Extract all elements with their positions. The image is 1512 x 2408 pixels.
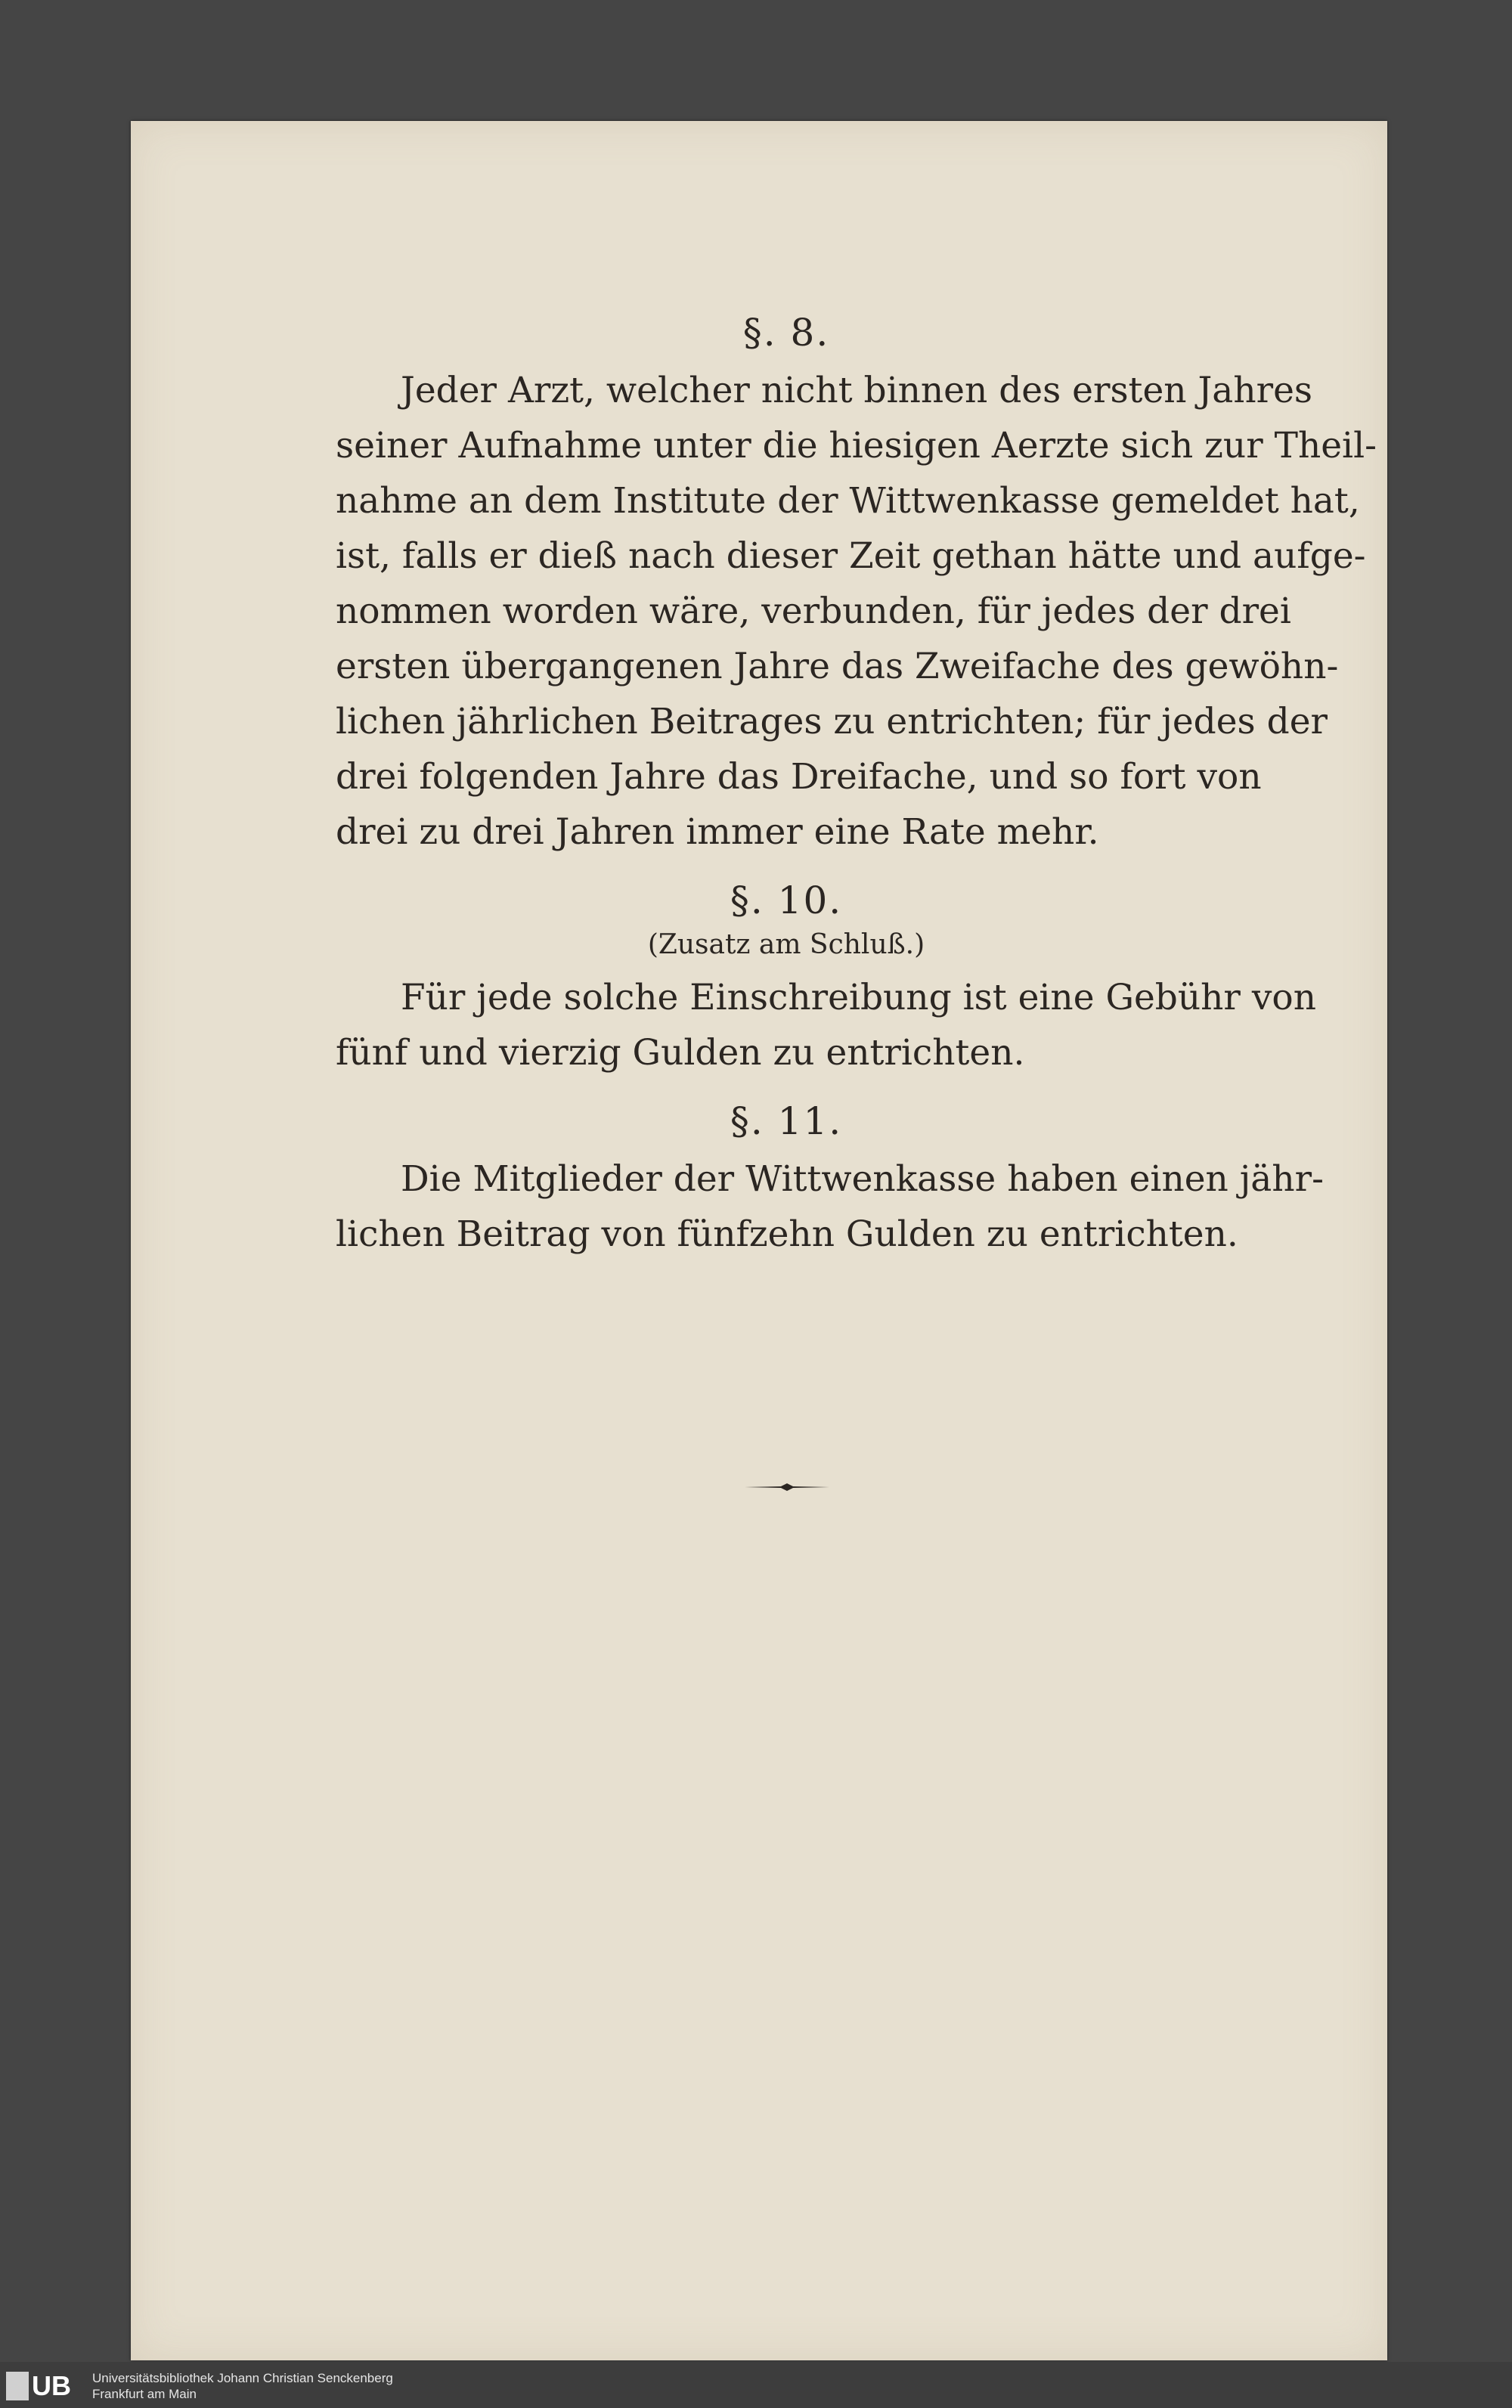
section-10-paragraph	[336, 970, 1316, 1080]
section-10-heading: §. 10.	[730, 879, 843, 922]
document-body	[336, 310, 1377, 1262]
paragraph-line: drei zu drei Jahren immer eine Rate mehr.	[336, 811, 1099, 853]
paragraph-line: ersten übergangenen Jahre das Zweifache des gewöhn-	[336, 646, 1339, 687]
paragraph-line: drei folgenden Jahre das Dreifache, und so fort von	[336, 756, 1262, 798]
section-8-paragraph	[336, 363, 1377, 860]
logo-mark-icon	[6, 2372, 29, 2400]
footer-bar	[0, 2362, 1512, 2408]
paragraph-line: seiner Aufnahme unter die hiesigen Aerzte sich zur Theil-	[336, 425, 1377, 466]
library-logo	[6, 2371, 85, 2401]
paragraph-line: fünf und vierzig Gulden zu entrichten.	[336, 1032, 1025, 1074]
section-11-paragraph	[336, 1151, 1324, 1262]
paragraph-line: Für jede solche Einschreibung ist eine Gebühr von	[401, 977, 1316, 1018]
paragraph-line: Die Mitglieder der Wittwenkasse haben einen jähr-	[401, 1158, 1324, 1200]
paragraph-line: lichen jährlichen Beitrages zu entrichten; für jedes der	[336, 701, 1328, 742]
section-11-heading: §. 11.	[730, 1099, 843, 1143]
paragraph-line: nommen worden wäre, verbunden, für jedes der drei	[336, 590, 1291, 632]
paragraph-line: nahme an dem Institute der Wittwenkasse gemeldet hat,	[336, 480, 1360, 522]
section-10-subheading: (Zusatz am Schluß.)	[647, 929, 925, 960]
library-name: Universitätsbibliothek Johann Christian Senckenberg	[92, 2371, 393, 2385]
paragraph-line: Jeder Arzt, welcher nicht binnen des ersten Jahres	[401, 370, 1313, 411]
horizontal-dash-ornament-icon	[743, 1480, 831, 1495]
logo-text: UB	[32, 2370, 71, 2401]
paragraph-line: ist, falls er dieß nach dieser Zeit gethan hätte und aufge-	[336, 535, 1366, 577]
paragraph-line: lichen Beitrag von fünfzehn Gulden zu entrichten.	[336, 1213, 1238, 1255]
library-city: Frankfurt am Main	[92, 2387, 197, 2401]
section-8-heading: §. 8.	[742, 311, 830, 355]
